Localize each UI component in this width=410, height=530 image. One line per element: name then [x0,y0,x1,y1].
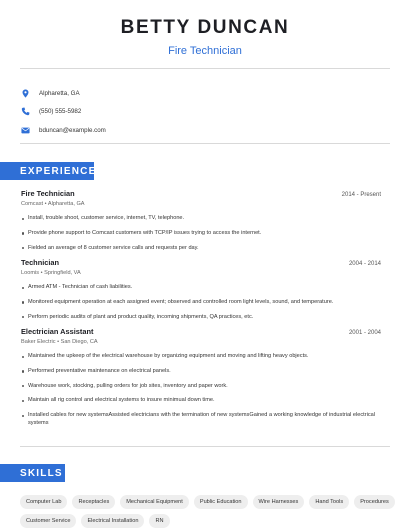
duty-item: Maintain all rig control and electrical systems to insure minimual down time. [21,397,381,405]
employer-line: Loomis • Springfield, VA [21,270,81,276]
envelope-icon [21,126,30,135]
phone-icon [21,107,30,116]
skill-tag: Mechanical Equipment [120,495,189,509]
divider [20,68,390,69]
duty-item: Monitored equipment operation at each assigned event; observed and controlled room light levels, sound, and temperature. [21,299,381,307]
employer-name: Loomis [21,270,40,276]
employer-name: Comcast [21,201,44,207]
position-title: Fire Technician [21,189,75,198]
position-title: Electrician Assistant [21,327,94,336]
contact-list [21,84,106,140]
skill-tag: Procedures [354,495,395,509]
duty-item: Perform periodic audits of plant and product quality, incoming shipments, QA practices, etc. [21,314,381,322]
skills-row [20,514,390,528]
duty-list [21,215,381,252]
divider [20,446,390,447]
employer-line: Baker Electric • San Diego, CA [21,339,98,345]
duty-item: Warehouse work, stocking, pulling orders for job sites, inventory and paper work. [21,383,381,391]
position-dates: 2004 - 2014 [348,261,381,267]
employer-line: Comcast • Alpharetta, GA [21,201,85,207]
employer-name: Baker Electric [21,339,56,345]
location-text: Alpharetta, GA [39,89,80,97]
experience-entry [21,258,381,328]
job-title: Fire Technician [168,45,242,57]
section-heading-skills: SKILLS [0,464,65,482]
position-title: Technician [21,258,60,267]
employer-location: Springfield, VA [44,270,81,276]
duty-item: Fielded an average of 8 customer service calls and requests per day. [21,245,381,253]
duty-item: Provide phone support to Comcast customers with TCP/IP issues trying to access the internet. [21,230,381,238]
skill-tag: Receptacles [72,495,115,509]
experience-entry [21,327,381,435]
employer-location: San Diego, CA [60,339,98,345]
divider [20,143,390,144]
duty-item: Install, trouble shoot, customer service, internet, TV, telephone. [21,215,381,223]
duty-item: Performed preventative maintenance on electrical panels. [21,368,381,376]
skill-tag: Computer Lab [20,495,67,509]
email-text[interactable]: bduncan@example.com [39,126,106,134]
skill-tag: RN [149,514,169,528]
skill-tag: Customer Service [20,514,76,528]
skill-tag: Hand Tools [309,495,349,509]
duty-list [21,284,381,321]
map-pin-icon [21,89,30,98]
duty-item: Installed cables for new systemsAssisted electricians with the termination of new systemsGained a working knowledge of industrial electrical systems [21,412,381,427]
duty-item: Maintained the upkeep of the electrical warehouse by organizing equipment and moving and lifting heavy objects. [21,353,381,361]
contact-location [21,84,106,102]
duty-item: Armed ATM - Technician of cash liabilities. [21,284,381,292]
skill-tag: Wire Harnesses [253,495,305,509]
skill-tag: Electrical Installation [81,514,144,528]
position-dates: 2001 - 2004 [348,330,381,336]
section-heading-experience: EXPERIENCE [0,162,94,180]
skills-row [20,495,390,509]
candidate-name: BETTY DUNCAN [120,17,290,38]
resume-header [0,0,410,57]
contact-email [21,121,106,139]
skill-tag: Public Education [194,495,248,509]
experience-entry [21,189,381,259]
position-dates: 2014 - Present [341,192,381,198]
duty-list [21,353,381,427]
phone-text: (550) 555-5982 [39,108,82,115]
skills-list [20,495,390,530]
contact-phone [21,103,106,121]
employer-location: Alpharetta, GA [47,201,85,207]
